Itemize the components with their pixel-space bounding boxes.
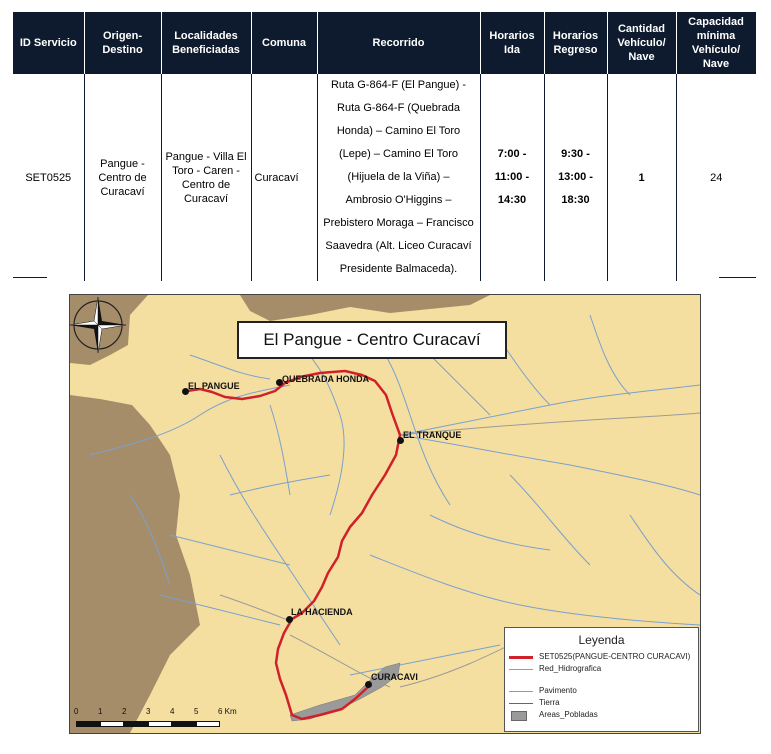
cell-horarios-ida — [480, 74, 544, 281]
scale-label-6: 6 Km — [218, 707, 237, 716]
horario-regreso-line: 18:30 — [561, 194, 590, 206]
header-cantidad: Cantidad Vehículo/ Nave — [607, 12, 676, 74]
recorrido-line: Ambrosio O'Higgins – — [345, 194, 452, 206]
scale-label-5: 5 — [194, 707, 199, 716]
place-label-curacavi: CURACAVI — [371, 672, 418, 682]
horario-ida-line: 11:00 - — [494, 171, 530, 183]
legend-label-route: SET0525(PANGUE-CENTRO CURACAVI) — [539, 652, 691, 661]
legend-item-pavimento — [505, 685, 698, 697]
scale-label-3: 3 — [146, 707, 151, 716]
legend-label-dirt: Tierra — [539, 698, 560, 707]
horario-ida-line: 7:00 - — [497, 148, 527, 160]
cell-id: SET0525 — [13, 74, 84, 281]
legend-item-route — [505, 651, 698, 663]
table-row — [13, 74, 756, 281]
scale-label-2: 2 — [122, 707, 127, 716]
header-comuna: Comuna — [251, 12, 317, 74]
place-marker-la-hacienda — [286, 616, 293, 623]
recorrido-line: (Lepe) – Camino El Toro — [338, 148, 459, 160]
legend-title: Leyenda — [578, 633, 625, 647]
relief-area-northwest — [70, 295, 148, 365]
place-label-quebrada-honda: QUEBRADA HONDA — [282, 374, 370, 384]
place-marker-curacavi — [365, 681, 372, 688]
recorrido-line: Ruta G-864-F (El Pangue) - — [330, 79, 467, 91]
scale-label-0: 0 — [74, 707, 79, 716]
legend-item-paved — [505, 675, 698, 685]
place-label-la-hacienda: LA HACIENDA — [291, 607, 353, 617]
recorrido-line: Saavedra (Alt. Liceo Curacaví — [325, 240, 472, 252]
scale-label-1: 1 — [98, 707, 103, 716]
recorrido-line: (Hijuela de la Viña) – — [347, 171, 450, 183]
recorrido-line: Presidente Balmaceda). — [339, 263, 458, 275]
map-title: El Pangue - Centro Curacaví — [237, 321, 507, 359]
legend-item-dirt — [505, 697, 698, 709]
legend-item-areas — [505, 709, 698, 721]
header-horarios-ida: Horarios Ida — [480, 12, 544, 74]
recorrido-line: Prebistero Moraga – Francisco — [323, 217, 474, 229]
cell-comuna: Curacaví — [251, 74, 317, 281]
recorrido-line: Honda) – Camino El Toro — [336, 125, 461, 137]
horario-regreso-line: 9:30 - — [561, 148, 590, 160]
legend-label-areas: Areas_Pobladas — [539, 710, 598, 719]
cell-recorrido — [317, 74, 480, 281]
legend-label-paved: Pavimento — [539, 686, 577, 695]
route-map[interactable] — [69, 294, 701, 734]
place-label-el-pangue: EL PANGUE — [188, 381, 240, 391]
cell-capacidad: 24 — [710, 171, 723, 184]
map-legend — [504, 627, 699, 732]
relief-area-west — [70, 395, 200, 733]
legend-item-hydro — [505, 663, 698, 675]
header-capacidad: Capacidad mínima Vehículo/ Nave — [676, 12, 756, 74]
cell-localidades: Pangue - Villa El Toro - Caren - Centro de Curacaví — [161, 74, 251, 281]
service-table — [13, 12, 757, 281]
scale-label-4: 4 — [170, 707, 175, 716]
route-line — [187, 371, 400, 719]
header-recorrido: Recorrido — [317, 12, 480, 74]
scale-bar — [74, 707, 244, 729]
relief-area-north — [240, 295, 490, 321]
header-horarios-regreso: Horarios Regreso — [544, 12, 607, 74]
cell-horarios-regreso — [544, 74, 607, 281]
place-label-el-tranque: EL TRANQUE — [403, 430, 462, 440]
header-id-servicio: ID Servicio — [13, 12, 84, 74]
header-localidades: Localidades Beneficiadas — [161, 12, 251, 74]
legend-label-hydro: Red_Hidrografica — [539, 664, 602, 673]
table-header-row — [13, 12, 756, 74]
horario-ida-line: 14:30 — [497, 194, 527, 206]
cell-origen-destino: Pangue - Centro de Curacaví — [84, 74, 161, 281]
recorrido-line: Ruta G-864-F (Quebrada — [337, 102, 460, 114]
horario-regreso-line: 13:00 - — [558, 171, 593, 183]
table-bottom-rule — [13, 277, 756, 278]
header-origen-destino: Origen- Destino — [84, 12, 161, 74]
cell-cantidad: 1 — [607, 74, 676, 281]
